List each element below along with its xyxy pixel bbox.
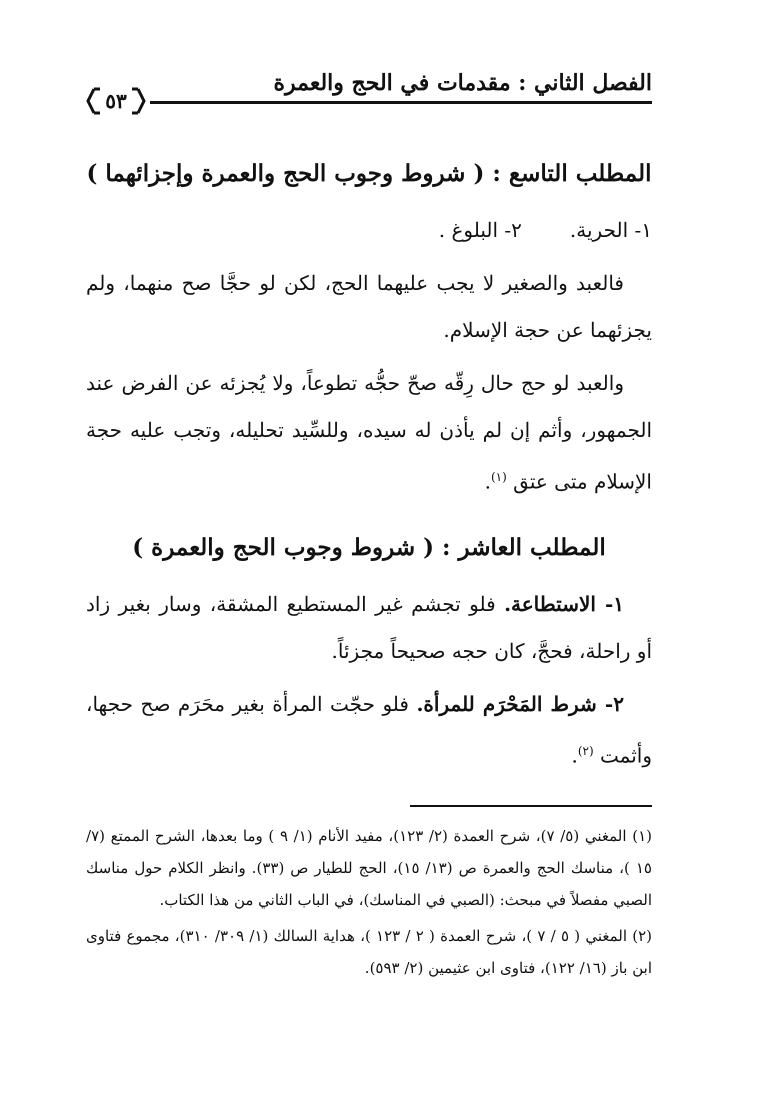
footnote-ref-1: (١) — [490, 470, 507, 484]
condition-ability-text: فلو تجشم غير المستطيع المشقة، وسار بغير زاد أو راحلة، فحجَّ، كان حجه صحيحاً مجزئاً. — [86, 591, 652, 663]
footnote-separator — [410, 805, 652, 807]
footnote-2: (٢) المغني ( ٥ / ٧ )، شرح العمدة ( ٢ / ١٢٣ )، هداية السالك (١/ ٣٠٩/ ٣١٠)، مجموع فتاوى ابن باز (١٦/ ١٢٢)، فتاوى ابن عثيمين (٢/ ٥٩٣). — [86, 927, 653, 977]
paragraph-slave-child: فالعبد والصغير لا يجب عليهما الحج، لكن لو حجَّا صح منهما، ولم يجزئهما عن حجة الإسلام. — [86, 271, 652, 342]
condition-ability-paragraph — [86, 581, 652, 675]
condition-puberty: ٢- البلوغ . — [438, 218, 522, 242]
paragraph-end-mark: . — [484, 469, 491, 494]
conditions-list — [86, 207, 652, 254]
condition-ability-label: ١- الاستطاعة. — [504, 591, 625, 616]
section-nine-heading: المطلب التاسع : ( شروط وجوب الحج والعمرة وإجزائهما ) — [86, 160, 652, 187]
paragraph-slave-hajj — [86, 360, 652, 506]
page-number: ٥٣ — [105, 89, 127, 113]
condition-freedom: ١- الحرية. — [569, 218, 652, 242]
main-content — [86, 150, 652, 785]
footnotes — [86, 820, 652, 988]
footnote-1: (١) المغني (٥/ ٧)، شرح العمدة (٢/ ١٢٣)، مفيد الأنام (١/ ٩ ) وما بعدها، الشرح الممتع (٧/ ١٥ )، مناسك الحج والعمرة ص (١٣/ ١٥)، الحج للطيار ص (٣٣). وانظر الكلام حول مناسك الصبي مفصلاً في مبحث: (الصبي في المناسك)، في الباب الثاني من هذا الكتاب. — [86, 827, 652, 909]
section-ten-heading: المطلب العاشر : ( شروط وجوب الحج والعمرة ) — [132, 533, 606, 561]
paragraph-slave-hajj-text: والعبد لو حج حال رِقّه صحّ حجُّه تطوعاً، ولا يُجزئه عن الفرض عند الجمهور، وأثم إن لم يأذن له سيده، وللسِّيد تحليله، وتجب عليه حجة الإسلام متى عتق — [86, 371, 652, 494]
footnote-ref-2: (٢) — [577, 743, 594, 758]
header-rule — [150, 101, 652, 104]
chapter-header-title: الفصل الثاني : مقدمات في الحج والعمرة — [273, 70, 652, 96]
condition-mahram-label: ٢- شرط المَحْرَم للمرأة. — [416, 691, 624, 716]
condition-mahram-paragraph — [86, 681, 652, 780]
page-number-badge — [86, 86, 146, 116]
condition-mahram-text: فلو حجّت المرأة بغير محَرَم صح حجها، وأثمت — [86, 691, 652, 768]
paragraph-end-mark-2: . — [571, 743, 578, 768]
